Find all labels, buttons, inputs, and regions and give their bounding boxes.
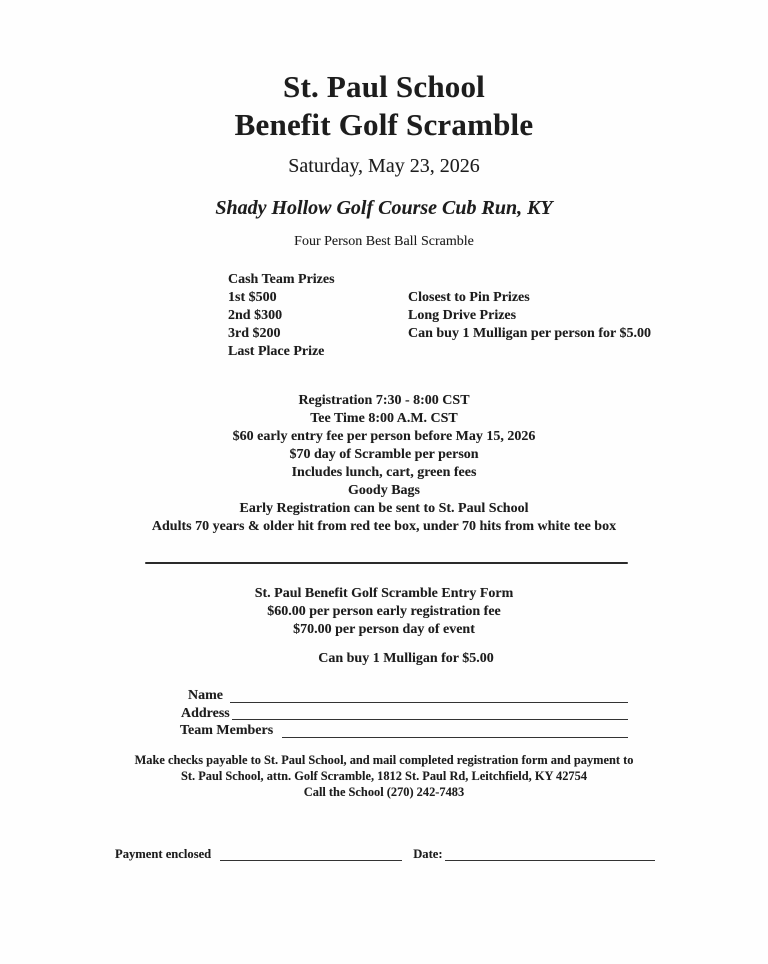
event-details-section bbox=[0, 392, 768, 536]
payment-enclosed-row bbox=[115, 846, 655, 863]
event-venue: Shady Hollow Golf Course Cub Run, KY bbox=[215, 197, 553, 219]
event-format: Four Person Best Ball Scramble bbox=[294, 234, 474, 249]
prize-item: Long Drive Prizes bbox=[408, 308, 517, 323]
prize-item: Cash Team Prizes bbox=[228, 272, 335, 287]
event-date: Saturday, May 23, 2026 bbox=[288, 155, 480, 177]
date-fill-line bbox=[445, 859, 655, 861]
detail-line: Tee Time 8:00 A.M. CST bbox=[310, 411, 458, 426]
detail-line: Registration 7:30 - 8:00 CST bbox=[298, 393, 470, 408]
school-phone-line: Call the School (270) 242-7483 bbox=[303, 785, 465, 800]
payment-enclosed-fill-line bbox=[220, 859, 402, 861]
prizes-section bbox=[0, 271, 768, 366]
prize-item: Last Place Prize bbox=[228, 344, 325, 359]
detail-line: Includes lunch, cart, green fees bbox=[291, 465, 477, 480]
prize-item: 1st $500 bbox=[228, 290, 277, 305]
payment-instruction-line: St. Paul School, attn. Golf Scramble, 1812 St. Paul Rd, Leitchfield, KY 42754 bbox=[180, 769, 588, 784]
mulligan-note: Can buy 1 Mulligan for $5.00 bbox=[318, 651, 494, 666]
title-line1: St. Paul School bbox=[283, 69, 485, 104]
name-field-label: Name bbox=[188, 687, 223, 703]
date-label: Date: bbox=[413, 847, 443, 861]
prize-item: Closest to Pin Prizes bbox=[408, 290, 530, 305]
special-prizes-list bbox=[408, 289, 651, 343]
payment-instructions bbox=[0, 752, 768, 801]
team-members-fill-line bbox=[282, 736, 628, 738]
detail-line: Adults 70 years & older hit from red tee box, under 70 hits from white tee box bbox=[151, 519, 617, 534]
name-field-row bbox=[188, 687, 628, 705]
payment-enclosed-label: Payment enclosed bbox=[115, 847, 212, 861]
entry-form-title: St. Paul Benefit Golf Scramble Entry Form bbox=[254, 586, 514, 601]
team-members-field-label: Team Members bbox=[180, 723, 274, 739]
address-fill-line bbox=[232, 718, 628, 720]
page-title bbox=[0, 68, 768, 144]
address-field-label: Address bbox=[181, 705, 230, 721]
entry-form-fields bbox=[0, 687, 768, 740]
detail-line: Early Registration can be sent to St. Paul School bbox=[239, 501, 529, 516]
detail-line: Goody Bags bbox=[348, 483, 420, 498]
entry-fee-early: $60.00 per person early registration fee bbox=[267, 604, 501, 619]
entry-form-heading bbox=[0, 585, 768, 639]
section-divider bbox=[145, 562, 628, 564]
prize-item: Can buy 1 Mulligan per person for $5.00 bbox=[408, 326, 651, 341]
prize-item: 3rd $200 bbox=[228, 326, 281, 341]
detail-line: $60 early entry fee per person before May 15, 2026 bbox=[232, 429, 536, 444]
cash-prizes-list bbox=[228, 271, 335, 361]
prize-item: 2nd $300 bbox=[228, 308, 283, 323]
name-fill-line bbox=[230, 701, 628, 703]
payment-instruction-line: Make checks payable to St. Paul School, and mail completed registration form and payment to bbox=[134, 753, 634, 767]
entry-fee-day: $70.00 per person day of event bbox=[293, 622, 475, 637]
detail-line: $70 day of Scramble per person bbox=[289, 447, 479, 462]
title-line2: Benefit Golf Scramble bbox=[234, 107, 534, 142]
team-members-field-row bbox=[180, 722, 628, 740]
address-field-row bbox=[181, 705, 628, 723]
